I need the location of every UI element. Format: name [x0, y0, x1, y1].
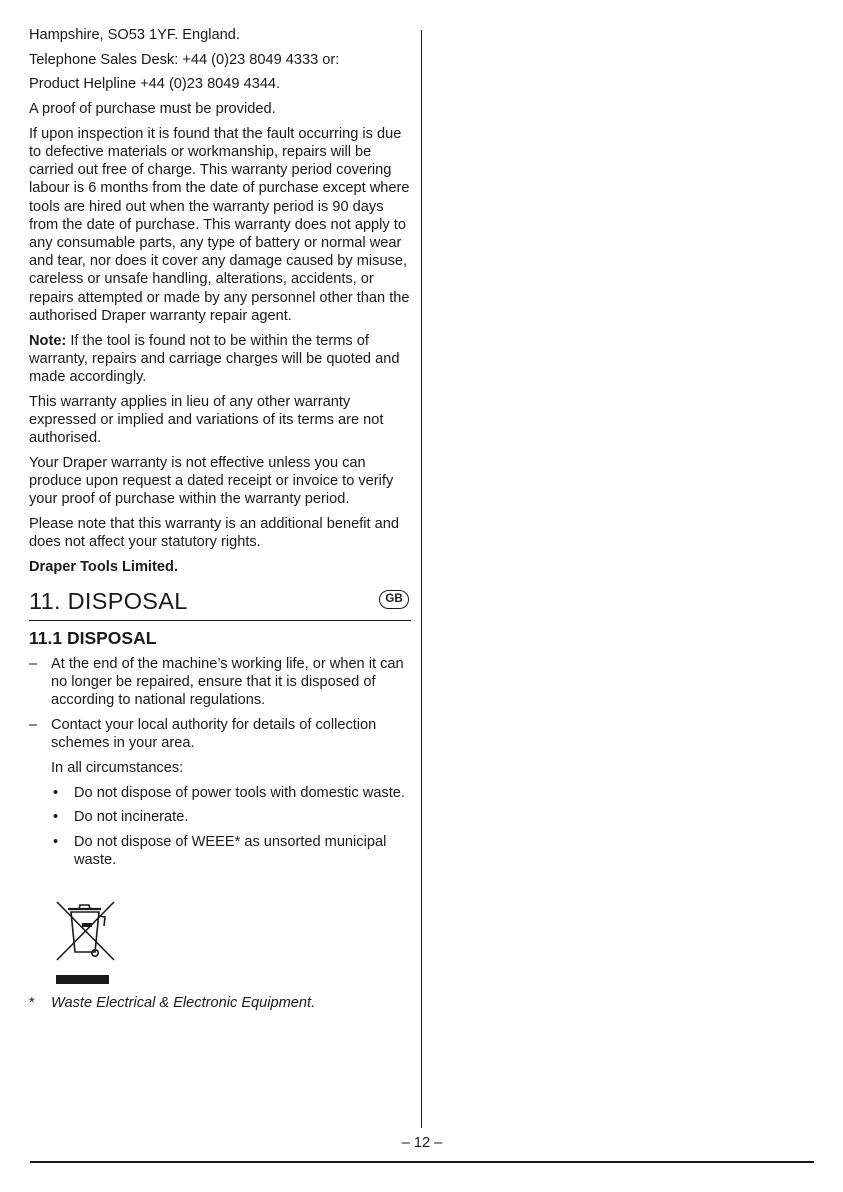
- footnote-text: Waste Electrical & Electronic Equipment.: [51, 994, 316, 1011]
- footer-rule: [30, 1161, 814, 1163]
- bullet-marker: •: [53, 834, 59, 851]
- bullet-marker: •: [53, 809, 59, 826]
- weee-symbol-graphic: [51, 890, 121, 984]
- company-name: Draper Tools Limited.: [29, 558, 178, 575]
- statutory-rights: Please note that this warranty is an additional benefit and does not affect your statutory rights.: [29, 515, 399, 551]
- gb-badge: GB: [379, 590, 409, 609]
- dash-marker: –: [29, 717, 38, 734]
- disposal-subheading: 11.1 DISPOSAL: [29, 627, 157, 648]
- column-divider: [421, 30, 422, 1128]
- warranty-terms: If upon inspection it is found that the fault occurring is due to defective materials or workmanship, repairs will be carried out free of charge. This warranty period covering labour is 6 months from the date of purchase except where tools are hired out when the warranty period is 90 days from the date of purchase. This warranty does not apply to any consumable parts, any type of battery or normal wear and tear, nor does it cover any damage caused by misuse, careless or unsafe handling, alterations, accidents, or repairs attempted or made by any personnel other than the authorised Draper warranty repair agent.: [29, 125, 410, 324]
- warranty-effective: Your Draper warranty is not effective unless you can produce upon request a dated receipt or invoice to verify your proof of purchase within the warranty period.: [29, 454, 394, 508]
- page-number: – 12 –: [401, 1135, 443, 1151]
- dash-marker: –: [29, 655, 38, 672]
- bullet-item-2: [29, 808, 411, 826]
- footnote-marker: *: [29, 994, 35, 1011]
- bullet-text: Do not dispose of power tools with domestic waste.: [74, 784, 405, 801]
- bullet-text: Do not incinerate.: [74, 809, 189, 826]
- note-label: Note:: [29, 332, 67, 349]
- section-title: 11. DISPOSAL: [29, 587, 188, 614]
- disposal-item-text: At the end of the machine’s working life, or when it can no longer be repaired, ensure that it is disposed of according to national regulations.: [51, 655, 404, 709]
- bullet-item-1: [29, 784, 411, 802]
- product-helpline: Product Helpline +44 (0)23 8049 4344.: [29, 76, 281, 93]
- disposal-section-header: [29, 587, 411, 621]
- crossed-out-wheelie-bin-icon: [51, 890, 121, 984]
- note-text: If the tool is found not to be within the terms of warranty, repairs and carriage charges will be quoted and made accordingly.: [29, 332, 400, 385]
- disposal-item-text: Contact your local authority for details of collection schemes in your area.: [51, 717, 377, 752]
- bullet-text: Do not dispose of WEEE* as unsorted municipal waste.: [74, 834, 387, 869]
- bullet-item-3: [29, 833, 411, 869]
- sales-desk-phone: Telephone Sales Desk: +44 (0)23 8049 4333 or:: [29, 51, 340, 68]
- proof-of-purchase: A proof of purchase must be provided.: [29, 101, 276, 118]
- disposal-item-1: [29, 655, 411, 710]
- circumstances-intro: In all circumstances:: [51, 760, 184, 776]
- warranty-lieu: This warranty applies in lieu of any other warranty expressed or implied and variations of its terms are not authorised.: [29, 393, 384, 447]
- disposal-item-2: [29, 716, 411, 752]
- weee-footnote: [29, 994, 411, 1012]
- address-line: Hampshire, SO53 1YF. England.: [29, 27, 240, 43]
- left-column: [29, 26, 411, 1012]
- bullet-marker: •: [53, 784, 59, 801]
- warranty-note: [29, 332, 411, 387]
